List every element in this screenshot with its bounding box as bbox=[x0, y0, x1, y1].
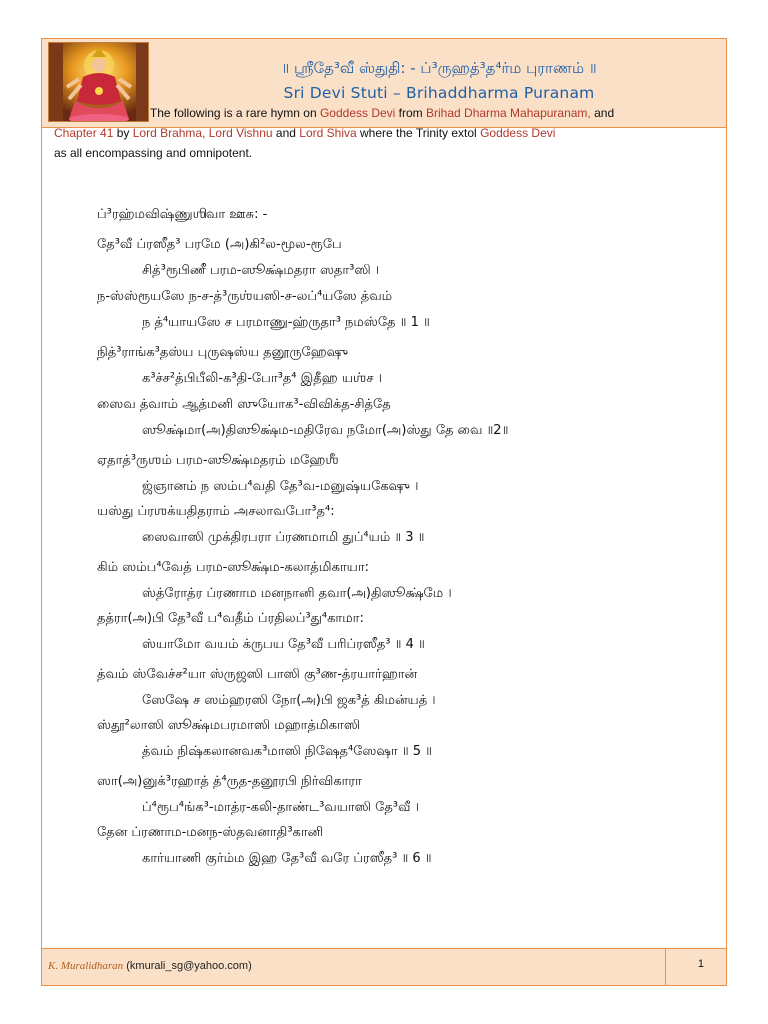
verse-line: ஏதாத்³ருஶம் பரம-ஸூக்ஷ்மதரம் மஹேஶீ bbox=[97, 453, 339, 468]
verse-line: தேன ப்ரணாம-மனந-ஸ்தவனாதி³கானி bbox=[97, 825, 324, 840]
verse-line: சித்³ரூபிணீ பரம-ஸூக்ஷ்மதரா ஸதா³ஸி । bbox=[142, 263, 380, 278]
intro-text: and bbox=[272, 126, 300, 140]
intro-line-2 bbox=[54, 126, 555, 140]
verse-line: ஸ்தூ²லாஸி ஸூக்ஷ்மபரமாஸி மஹாத்மிகாஸி bbox=[97, 718, 361, 733]
intro-highlight: Brihad Dharma Mahapuranam, bbox=[426, 106, 591, 120]
intro-text: where the Trinity extol bbox=[356, 126, 481, 140]
intro-paragraph bbox=[54, 103, 710, 163]
intro-text: from bbox=[395, 106, 427, 120]
verse-line: தே³வீ ப்ரஸீத³ பரமே (அ)கி²ல-மூல-ரூபே bbox=[97, 237, 342, 252]
verse-heading: ப்³ரஹ்மவிஷ்ணுஶிவா ஊசு: - bbox=[97, 207, 268, 222]
verse-line: ந-ஸ்ஸ்ரூயஸே ந-ச-த்³ருஶ்யஸி-ச-லப்⁴யஸே த்வம் bbox=[97, 289, 393, 304]
intro-highlight: Chapter 41 bbox=[54, 126, 114, 140]
title-english: Sri Devi Stuti – Brihaddharma Puranam bbox=[283, 84, 595, 102]
verse-line: கார்யாணி குர்ம்ம இஹ தே³வீ வரே ப்ரஸீத³ ॥ 6 ॥ bbox=[142, 851, 432, 866]
verse-line: ஸ்த்ரோத்ர ப்ரணாம மனநானி தவா(அ)திஸூக்ஷ்மே । bbox=[142, 586, 452, 601]
intro-highlight: Goddess Devi bbox=[319, 106, 396, 120]
verse-line: ப்⁴ரூப⁴ங்க³-மாத்ர-கலி-தாண்ட³வயாஸி தே³வீ । bbox=[142, 800, 419, 815]
footer-divider bbox=[665, 949, 667, 985]
title-tamil: ॥ ஸ்ரீதே³வீ ஸ்துதி: - ப்³ருஹத்³த⁴ர்ம புராணம் ॥ bbox=[281, 59, 597, 77]
verse-line: ந த்⁴யாயஸே ச பரமாணு-ஹ்ருதா³ நமஸ்தே ॥ 1 ॥ bbox=[142, 315, 430, 330]
verse-line: ஸைவாஸி முக்திரபரா ப்ரணமாமி துப்⁴யம் ॥ 3 ॥ bbox=[142, 530, 425, 545]
intro-text: by bbox=[113, 126, 133, 140]
verse-line: ஸைவ த்வாம் ஆத்மனி ஸுயோக³-விவிக்த-சித்தே bbox=[97, 397, 391, 412]
verse-line: கிம் ஸம்ப⁴வேத் பரம-ஸூக்ஷ்ம-கலாத்மிகாயா: bbox=[97, 560, 369, 575]
author-email: (kmurali_sg@yahoo.com) bbox=[126, 960, 252, 972]
verse-line: ஸ்யாமோ வயம் க்ருபய தே³வீ பரிப்ரஸீத³ ॥ 4 ॥ bbox=[142, 637, 425, 652]
verse-line: ஸேஷே ச ஸம்ஹரஸி நோ(அ)பி ஜக³த் கிமன்யத் । bbox=[142, 693, 436, 708]
verse-line: ஸா(அ)னுக்³ரஹாத் த்⁴ருத-தனூரபி நிர்விகாரா bbox=[97, 774, 362, 789]
page-number: 1 bbox=[697, 958, 704, 970]
author-name: K. Muralidharan bbox=[48, 960, 124, 972]
intro-text: and bbox=[590, 106, 615, 120]
intro-line-3: as all encompassing and omnipotent. bbox=[54, 146, 253, 160]
verse-line: யஸ்து ப்ரஶக்யதிதராம் அசலாவபோ³த⁴: bbox=[97, 504, 335, 519]
verse-line: நித்³ராங்க³தஸ்ய புருஷஸ்ய தனூருஹேஷு bbox=[97, 345, 348, 360]
intro-highlight: Lord Shiva bbox=[299, 126, 357, 140]
intro-line-1 bbox=[54, 103, 710, 123]
verse-line: த்வம் நிஷ்கலானவக³மாஸி நிஷேத⁴ஸேஷா ॥ 5 ॥ bbox=[142, 744, 432, 759]
verse-line: க³ச்ச²த்பிபீலி-க³தி-போ³த⁴ இதீஹ யஶ்ச । bbox=[142, 371, 382, 386]
verse-line: ஜ்ஞானம் ந ஸம்ப⁴வதி தே³வ-மனுஷ்யகேஷு । bbox=[142, 479, 419, 494]
verse-line: த்வம் ஸ்வேச்ச²யா ஸ்ருஜஸி பாஸி கு³ண-த்ரயார்ஹான் bbox=[97, 667, 418, 682]
intro-highlight: Goddess Devi bbox=[480, 126, 556, 140]
verse-line: தத்ரா(அ)பி தே³வீ ப⁴வதீம் ப்ரதிலப்³து⁴காமா: bbox=[97, 611, 364, 626]
author-credit bbox=[48, 960, 252, 972]
intro-text: The following is a rare hymn on bbox=[149, 106, 320, 120]
footer-band bbox=[42, 948, 726, 985]
intro-highlight: Lord Brahma, Lord Vishnu bbox=[132, 126, 273, 140]
verse-line: ஸூக்ஷ்மா(அ)திஸூக்ஷ்ம-மதிரேவ நமோ(அ)ஸ்து தே வை ॥2॥ bbox=[142, 423, 509, 438]
